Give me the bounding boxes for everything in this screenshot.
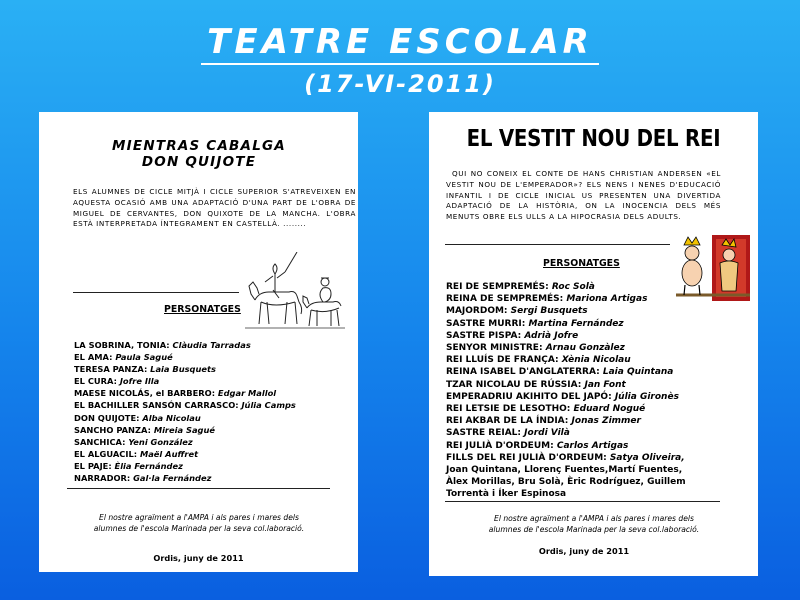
cast-entry: SANCHO PANZA: Mireia Sagué (74, 424, 216, 435)
cast-entry: LA SOBRINA, TONIA: Clàudia Tarradas (74, 340, 251, 350)
acknowledgement-line: El nostre agraïment a l'AMPA i als pares i mares dels (99, 513, 299, 522)
cast-entry: EL ALGUACIL: Maël Auffret (74, 448, 199, 459)
don-quixote-illustration-icon (245, 252, 347, 332)
cast-entry: NARRADOR: Gal·la Fernández (74, 473, 212, 484)
cast-entry: EL CURA: Jofre Illa (74, 376, 160, 387)
page-date: (17-VI-2011) (304, 70, 496, 98)
cast-entry: TERESA PANZA: Laia Busquets (74, 364, 216, 375)
acknowledgement-line: El nostre agraïment a l'AMPA i als pares i mares dels (494, 514, 694, 523)
cast-entry: SASTRE REIAL: Jordi Vilà (446, 428, 570, 439)
cast-entry: SENYOR MINISTRE: Arnau Gonzàlez (446, 343, 625, 354)
acknowledgement-line: alumnes de l'escola Marinada per la seva col.laboració. (93, 524, 305, 533)
cast-entry: DON QUIJOTE: Alba Nicolau (74, 412, 201, 423)
cast-entry: MAJORDOM: Sergi Busquets (446, 306, 588, 317)
cast-entry: REI JULIÀ D'ORDEUM: Carlos Artigas (446, 440, 629, 451)
cast-entry: REI AKBAR DE LA ÍNDIA: Jonas Zimmer (446, 416, 641, 427)
cast-entry-continued: Torrentà i Íker Espinosa (446, 489, 567, 500)
poster-title-line2: DON QUIJOTE (141, 154, 257, 170)
cast-entry: TZAR NICOLAU DE RÚSSIA: Jan Font (446, 379, 626, 390)
cast-entry: FILLS DEL REI JULIÀ D'ORDEUM: Satya Oliveira, (446, 452, 685, 463)
poster-vestit-nou (429, 112, 758, 576)
cast-entry: EL BACHILLER SANSÓN CARRASCO: Júlia Camps (74, 400, 296, 411)
poster-don-quijote (39, 112, 358, 572)
cast-entry: SASTRE PISPA: Adrià Jofre (446, 330, 579, 341)
divider (73, 292, 239, 293)
cast-entry: REI LETSIE DE LESOTHO: Eduard Nogué (446, 404, 646, 415)
poster-intro: QUI NO CONEIX EL CONTE DE HANS CHRISTIAN ANDERSEN «EL VESTIT NOU DE L'EMPERADOR»? ELS NENS I NENES D'EDUCACIÓ INFANTIL I DE CICLE INICIAL US PRESENTEN UNA DIVERTIDA ADAPTACIÓ DE LA HISTÒRIA, ON LA INOCENCIA DELS MÉS MENUTS OBRE ELS ULLS A LA HIPOCRASIA DELS ADULTS. (446, 169, 721, 222)
divider (445, 244, 670, 245)
emperor-cartoon-icon (676, 235, 750, 301)
cast-entry: REI DE SEMPREMÉS: Roc Solà (446, 282, 595, 292)
signoff: Ordis, juny de 2011 (538, 546, 630, 556)
cast-entry: SASTRE MURRI: Martina Fernández (446, 318, 624, 329)
cast-entry: EMPERADRIU AKIHITO DEL JAPÓ: Júlia Gironès (446, 391, 679, 402)
divider (67, 488, 330, 489)
cast-entry-continued: Joan Quintana, Llorenç Fuentes,Martí Fuentes, (446, 465, 683, 476)
poster-title: EL VESTIT NOU DEL REI (466, 126, 721, 152)
acknowledgement (59, 512, 339, 534)
page-title-text: TEATRE ESCOLAR (201, 22, 599, 65)
cast-entry: REINA ISABEL D'ANGLATERRA: Laia Quintana (446, 367, 674, 378)
cast-entry: MAESE NICOLÁS, el BARBERO: Edgar Mallol (74, 388, 277, 399)
cast-entry: REI LLUÍS DE FRANÇA: Xènia Nicolau (446, 355, 631, 366)
cast-heading: PERSONATGES (164, 304, 241, 315)
cast-entry: REINA DE SEMPREMÉS: Mariona Artigas (446, 294, 648, 305)
acknowledgement (444, 513, 744, 535)
poster-title-line1: MIENTRAS CABALGA (112, 138, 286, 154)
acknowledgement-line: alumnes de l'escola Marinada per la seva col.laboració. (488, 525, 700, 534)
cast-entry: EL PAJE: Èlia Fernández (74, 460, 183, 471)
cast-entry: EL AMA: Paula Sagué (74, 352, 173, 363)
page-title (0, 22, 800, 62)
signoff: Ordis, juny de 2011 (153, 553, 244, 563)
cast-entry-continued: Àlex Morillas, Bru Solà, Èric Rodríguez, Guillem (446, 477, 686, 488)
cast-heading: PERSONATGES (543, 258, 620, 269)
cast-entry: SANCHICA: Yeni González (74, 436, 193, 447)
cast-list (446, 281, 686, 501)
divider (445, 501, 720, 502)
poster-intro: ELS ALUMNES DE CICLE MITJÀ I CICLE SUPERIOR S'ATREVEIXEN EN AQUESTA OCASIÓ AMB UNA ADAPTACIÓ D'UNA PART DE L'OBRA DE MIGUEL DE CERVANTES, DON QUIXOTE DE LA MANCHA. L'OBRA ESTÀ INTERPRETADA ÍNTEGRAMENT EN CASTELLÀ. ........ (73, 187, 356, 229)
poster-title (49, 138, 349, 170)
cast-list (74, 339, 296, 484)
